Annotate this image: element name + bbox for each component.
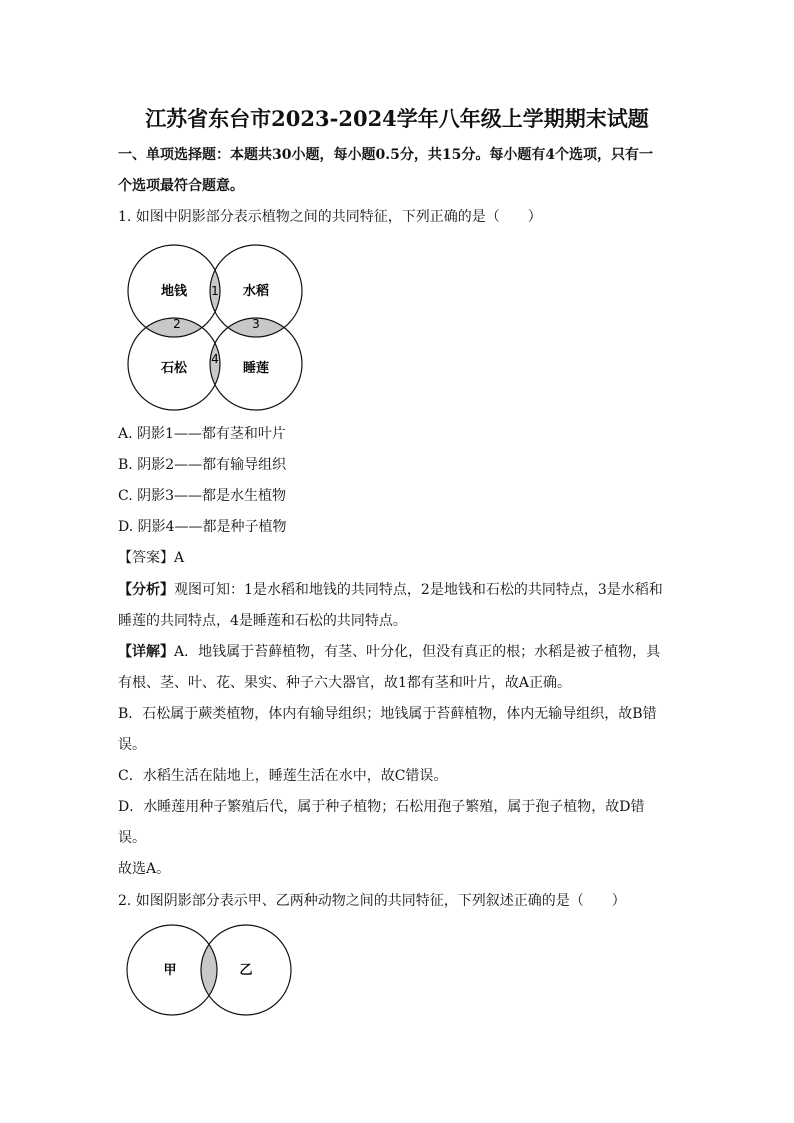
plant-label-3: 石松 <box>160 361 188 376</box>
q1-stem: 1. 如图中阴影部分表示植物之间的共同特征，下列正确的是（ ） <box>118 209 542 225</box>
q1-detail-line-3: B．石松属于蕨类植物，体内有输导组织；地钱属于苔藓植物，体内无输导组织，故B错 <box>118 706 657 722</box>
region-label-2: 2 <box>173 317 181 331</box>
analysis-label: 【分析】 <box>118 582 174 598</box>
analysis-text-1: 观图可知：1是水稻和地钱的共同特点，2是地钱和石松的共同特点，3是水稻和 <box>174 582 663 598</box>
q2-stem: 2. 如图阴影部分表示甲、乙两种动物之间的共同特征，下列叙述正确的是（ ） <box>118 893 626 909</box>
q1-detail-line-7: 误。 <box>118 830 146 846</box>
q1-option-c: C. 阴影3——都是水生植物 <box>118 488 287 504</box>
q1-analysis-line-2: 睡莲的共同特点，4是睡莲和石松的共同特点。 <box>118 613 407 629</box>
section-heading-line-2: 个选项最符合题意。 <box>118 178 244 194</box>
q1-venn-diagram <box>120 238 320 416</box>
q1-detail-line-5: C．水稻生活在陆地上，睡莲生活在水中，故C错误。 <box>118 768 448 784</box>
section-heading-line-1: 一、单项选择题：本题共30小题，每小题0.5分，共15分。每小题有4个选项，只有一 <box>118 147 654 163</box>
plant-label-4: 睡莲 <box>242 361 270 376</box>
q1-answer: 【答案】A <box>118 550 185 566</box>
q1-detail-line-2: 有根、茎、叶、花、果实、种子六大器官，故1都有茎和叶片，故A正确。 <box>118 675 572 691</box>
detail-label: 【详解】 <box>118 644 174 660</box>
q1-option-a: A. 阴影1——都有茎和叶片 <box>118 426 286 442</box>
q2-venn-diagram <box>120 922 300 1020</box>
region-label-4: 4 <box>211 352 219 366</box>
region-label-3: 3 <box>252 317 260 331</box>
animal-label-jia: 甲 <box>163 963 177 978</box>
q1-analysis-line-1 <box>118 580 663 600</box>
animal-label-yi: 乙 <box>239 963 253 978</box>
q1-option-b: B. 阴影2——都有输导组织 <box>118 457 287 473</box>
q1-detail-line-8: 故选A。 <box>118 861 171 877</box>
plant-label-1: 地钱 <box>160 284 188 299</box>
q1-option-d: D. 阴影4——都是种子植物 <box>118 519 287 535</box>
q1-detail-line-1 <box>118 642 660 662</box>
detail-text-1: A．地钱属于苔藓植物，有茎、叶分化，但没有真正的根；水稻是被子植物，具 <box>174 644 661 660</box>
page-title: 江苏省东台市2023-2024学年八年级上学期期末试题 <box>145 106 649 131</box>
plant-label-2: 水稻 <box>242 284 270 299</box>
q1-detail-line-4: 误。 <box>118 737 146 753</box>
q1-detail-line-6: D．水睡莲用种子繁殖后代，属于种子植物；石松用孢子繁殖，属于孢子植物，故D错 <box>118 799 645 815</box>
region-label-1: 1 <box>211 284 219 298</box>
